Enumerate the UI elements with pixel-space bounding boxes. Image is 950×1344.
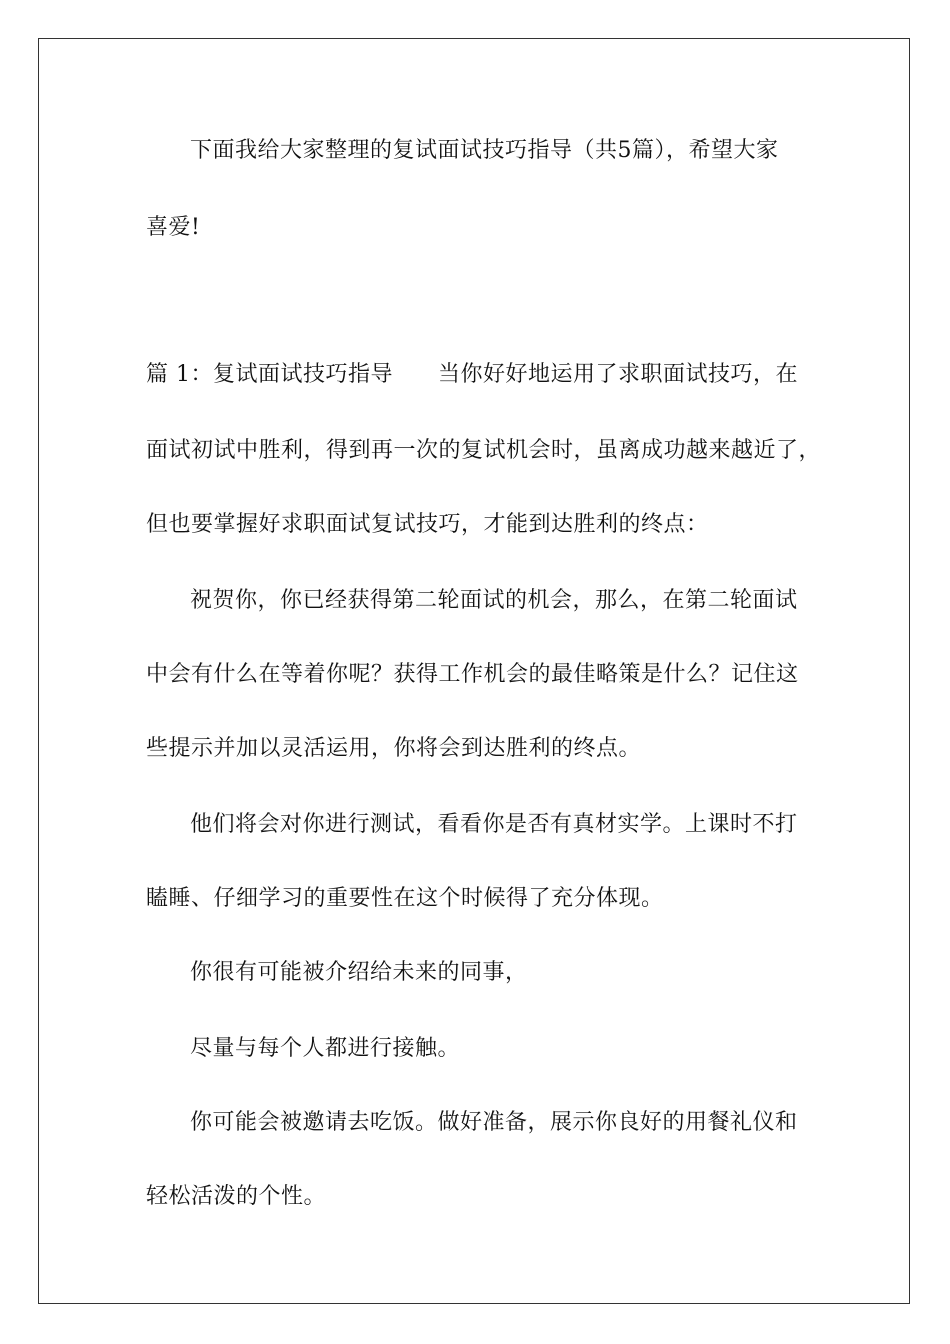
paragraph-line: 但也要掌握好求职面试复试技巧，才能到达胜利的终点：: [146, 512, 709, 537]
paragraph-line: 你可能会被邀请去吃饭。做好准备，展示你良好的用餐礼仪和: [190, 1110, 798, 1135]
paragraph-line: 面试初试中胜利，得到再一次的复试机会时，虽离成功越来越近了，: [146, 438, 822, 463]
paragraph-line: 些提示并加以灵活运用，你将会到达胜利的终点。: [146, 736, 642, 761]
paragraph-line: 祝贺你，你已经获得第二轮面试的机会，那么，在第二轮面试: [190, 588, 798, 613]
section-1-heading-line: 篇 1：复试面试技巧指导 当你好好地运用了求职面试技巧，在: [146, 362, 798, 387]
paragraph-line: 中会有什么在等着你呢？获得工作机会的最佳略策是什么？记住这: [146, 662, 799, 687]
paragraph-line: 你很有可能被介绍给未来的同事，: [190, 960, 528, 985]
paragraph-line: 尽量与每个人都进行接触。: [190, 1036, 461, 1061]
intro-line-1: 下面我给大家整理的复试面试技巧指导（共5篇），希望大家: [190, 138, 779, 163]
paragraph-line: 瞌睡、仔细学习的重要性在这个时候得了充分体现。: [146, 886, 664, 911]
paragraph-line: 轻松活泼的个性。: [146, 1184, 327, 1209]
paragraph-line: 他们将会对你进行测试，看看你是否有真材实学。上课时不打: [190, 812, 798, 837]
intro-line-2: 喜爱!: [146, 215, 201, 240]
